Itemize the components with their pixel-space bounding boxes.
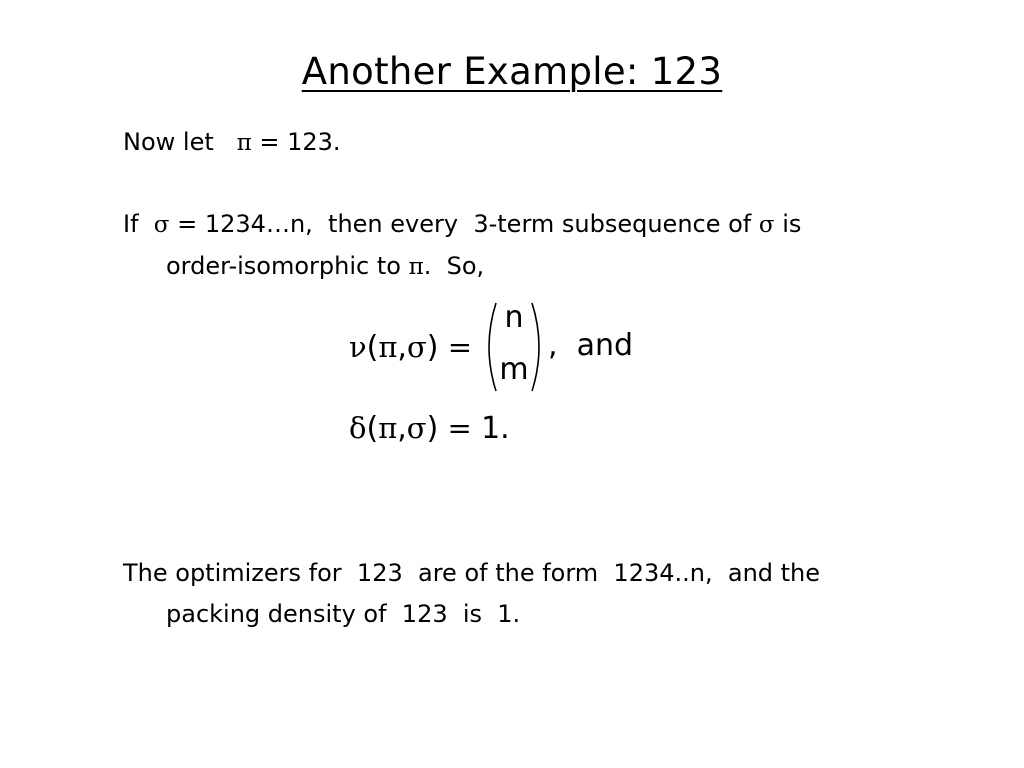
equals-sign: = — [438, 411, 482, 445]
symbol-pi: π — [408, 254, 424, 280]
equals-sign: = — [438, 330, 482, 364]
paragraph-if-sigma-line1 — [123, 204, 801, 246]
formula-nu-lhs — [349, 330, 481, 365]
paragraph-let-pi — [123, 122, 341, 164]
text-order-isomorphic: order-isomorphic to — [166, 252, 409, 280]
symbol-pi: π — [236, 130, 252, 156]
text-so: . So, — [423, 252, 485, 280]
formula-nu-tail: , and — [548, 328, 634, 363]
symbol-sigma: σ — [153, 212, 170, 238]
paragraph-optimizers-line1: The optimizers for 123 are of the form 1234..n, and the — [123, 559, 821, 587]
paren-close: ) — [426, 330, 439, 365]
text-is: is — [774, 210, 802, 238]
text-if: If — [123, 210, 154, 238]
slide-title: Another Example: 123 — [301, 50, 723, 93]
value-one: 1. — [481, 411, 510, 446]
formula-delta — [349, 411, 510, 446]
text-equals-123: = 123. — [251, 128, 341, 156]
paren-open: ( — [366, 411, 379, 446]
symbol-sigma: σ — [406, 411, 427, 445]
paragraph-if-sigma — [123, 204, 801, 288]
text-now-let: Now let — [123, 128, 237, 156]
comma: , — [397, 330, 407, 365]
comma: , — [397, 411, 407, 446]
symbol-delta: δ — [349, 411, 367, 445]
symbol-sigma: σ — [758, 212, 775, 238]
paren-open: ( — [366, 330, 379, 365]
symbol-pi: π — [378, 411, 398, 445]
binomial-bottom-m: m — [499, 352, 529, 387]
binomial-top-n: n — [504, 300, 524, 335]
paren-close: ) — [426, 411, 439, 446]
paragraph-optimizers — [123, 553, 820, 635]
symbol-nu: ν — [349, 330, 367, 364]
symbol-pi: π — [378, 330, 398, 364]
binomial-coefficient — [484, 300, 544, 394]
text-sigma-definition: = 1234…n, then every 3-term subsequence of — [169, 210, 759, 238]
paragraph-if-sigma-line2 — [123, 246, 801, 288]
paragraph-optimizers-line2: packing density of 123 is 1. — [166, 600, 521, 628]
symbol-sigma: σ — [406, 330, 427, 364]
